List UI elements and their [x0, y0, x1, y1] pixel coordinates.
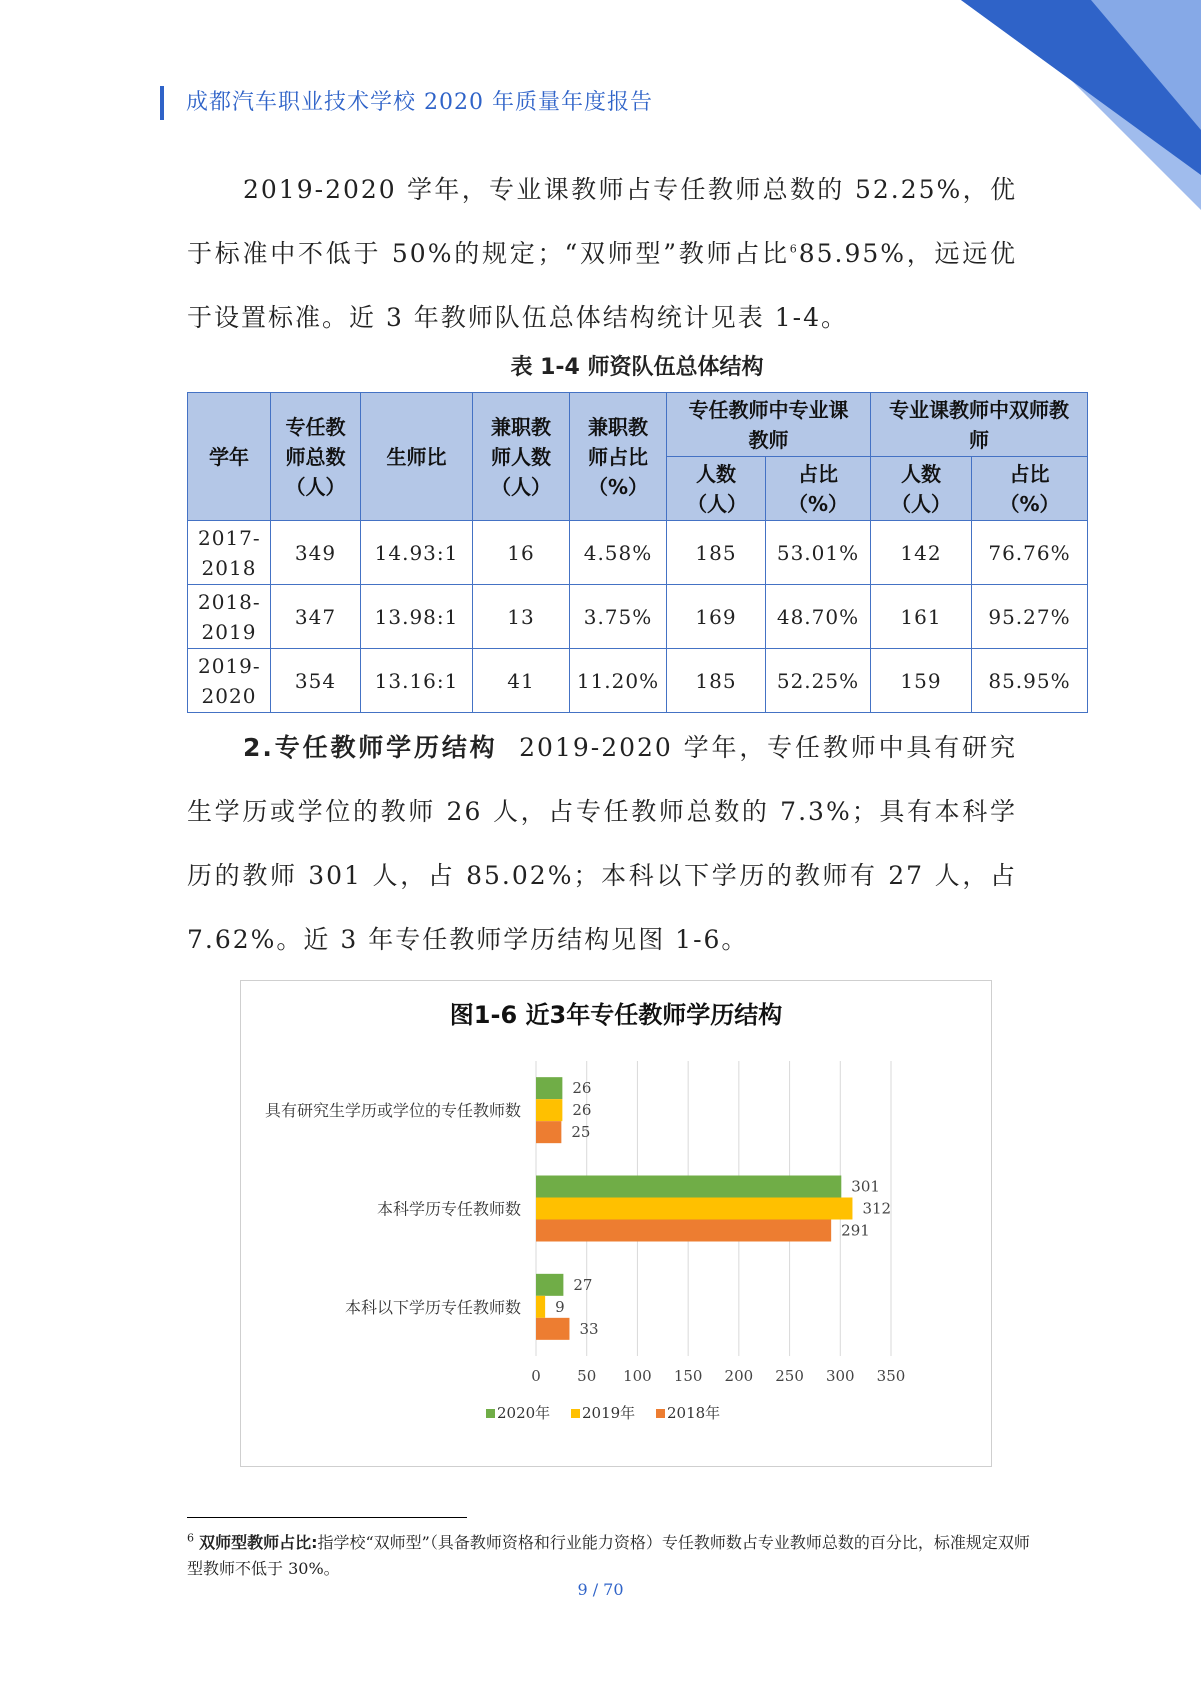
header-group-professional: 专任教师中专业课教师 — [667, 393, 871, 457]
x-tick-label: 350 — [876, 1367, 906, 1385]
header-group-dual: 专业课教师中双师教师 — [871, 393, 1088, 457]
bar — [536, 1274, 563, 1296]
x-tick-label: 100 — [623, 1367, 652, 1385]
category-label: 具有研究生学历或学位的专任教师数 — [264, 1101, 521, 1121]
chart-title: 图1-6 近3年专任教师学历结构 — [449, 1001, 783, 1029]
faculty-structure-table — [187, 392, 1088, 713]
data-label: 26 — [572, 1079, 592, 1098]
education-chart — [240, 980, 992, 1467]
footnote-divider — [187, 1517, 467, 1518]
header-dual-count: 人数（人） — [871, 457, 972, 521]
x-tick-label: 200 — [724, 1367, 754, 1385]
bar — [536, 1220, 831, 1242]
x-tick-label: 300 — [825, 1367, 855, 1385]
category-label: 本科学历专任教师数 — [376, 1199, 521, 1219]
table-row: 2019-2020 354 13.16:1 41 11.20% 185 52.25% 159 85.95% — [188, 649, 1088, 713]
bar — [536, 1318, 569, 1340]
table-title: 表 1-4 师资队伍总体结构 — [510, 355, 764, 380]
legend-swatch — [486, 1409, 495, 1418]
footnote: $^6$ 双师型教师占比:指学校“双师型”（具备教师资格和行业能力资格）专任教师数占专业教师总数的百分比，标准规定双师型教师不低于 30%。 — [187, 1531, 1030, 1578]
header-pro-count: 人数（人） — [667, 457, 766, 521]
legend-label: 2019年 — [582, 1404, 636, 1422]
data-label: 312 — [862, 1199, 892, 1218]
data-label: 9 — [555, 1297, 565, 1316]
bar — [536, 1077, 562, 1099]
data-label: 26 — [572, 1101, 592, 1120]
bar — [536, 1176, 841, 1198]
bar — [536, 1121, 561, 1143]
paragraph-teacher-ratio: 2019-2020 学年，专业课教师占专任教师总数的 52.25%，优于标准中不低于 50%的规定；“双师型”教师占比$^6$85.95%，远远优于设置标准。近 3 年教师队伍总体结构统计见表 1-4。 — [187, 175, 1018, 332]
data-label: 27 — [573, 1275, 593, 1294]
page-number: 9 / 70 — [577, 1580, 624, 1599]
x-tick-label: 0 — [531, 1367, 541, 1385]
legend-label: 2020年 — [497, 1404, 551, 1422]
paragraph-education: 2.专任教师学历结构 2019-2020 学年，专任教师中具有研究生学历或学位的教师 26 人，占专任教师总数的 7.3%；具有本科学历的教师 301 人，占 85.02%；本科以下学历的教师有 27 人，占 7.62%。近 3 年专任教师学历结构见图 1-6。 — [187, 733, 1017, 954]
legend-swatch — [656, 1409, 665, 1418]
legend-label: 2018年 — [667, 1404, 721, 1422]
footnote-term: 双师型教师占比: — [199, 1533, 318, 1552]
table-row: 2017-2018 349 14.93:1 16 4.58% 185 53.01% 142 76.76% — [188, 521, 1088, 585]
data-label: 291 — [841, 1221, 870, 1240]
header-ratio: 生师比 — [361, 393, 473, 521]
header-parttime-count: 兼职教师人数（人） — [473, 393, 570, 521]
table-row: 2018-2019 347 13.98:1 13 3.75% 169 48.70% 161 95.27% — [188, 585, 1088, 649]
category-label: 本科以下学历专任教师数 — [344, 1297, 521, 1317]
header-dual-pct: 占比（%） — [972, 457, 1088, 521]
bar — [536, 1099, 562, 1121]
header-year: 学年 — [188, 393, 271, 521]
x-tick-label: 250 — [775, 1367, 804, 1385]
data-label: 33 — [579, 1319, 599, 1338]
education-bar-chart — [241, 981, 991, 1466]
x-tick-label: 150 — [673, 1367, 703, 1385]
section-heading: 2.专任教师学历结构 — [243, 733, 498, 762]
data-label: 25 — [571, 1123, 591, 1142]
bar — [536, 1296, 545, 1318]
data-label: 301 — [851, 1177, 880, 1196]
header-total: 专任教师总数（人） — [271, 393, 361, 521]
bar — [536, 1198, 852, 1220]
x-tick-label: 50 — [577, 1367, 597, 1385]
header-parttime-pct: 兼职教师占比（%） — [570, 393, 667, 521]
report-header: 成都汽车职业技术学校 2020 年质量年度报告 — [160, 86, 653, 120]
footnote-ref[interactable]: 6 — [789, 242, 799, 256]
header-pro-pct: 占比（%） — [766, 457, 871, 521]
legend-swatch — [571, 1409, 580, 1418]
